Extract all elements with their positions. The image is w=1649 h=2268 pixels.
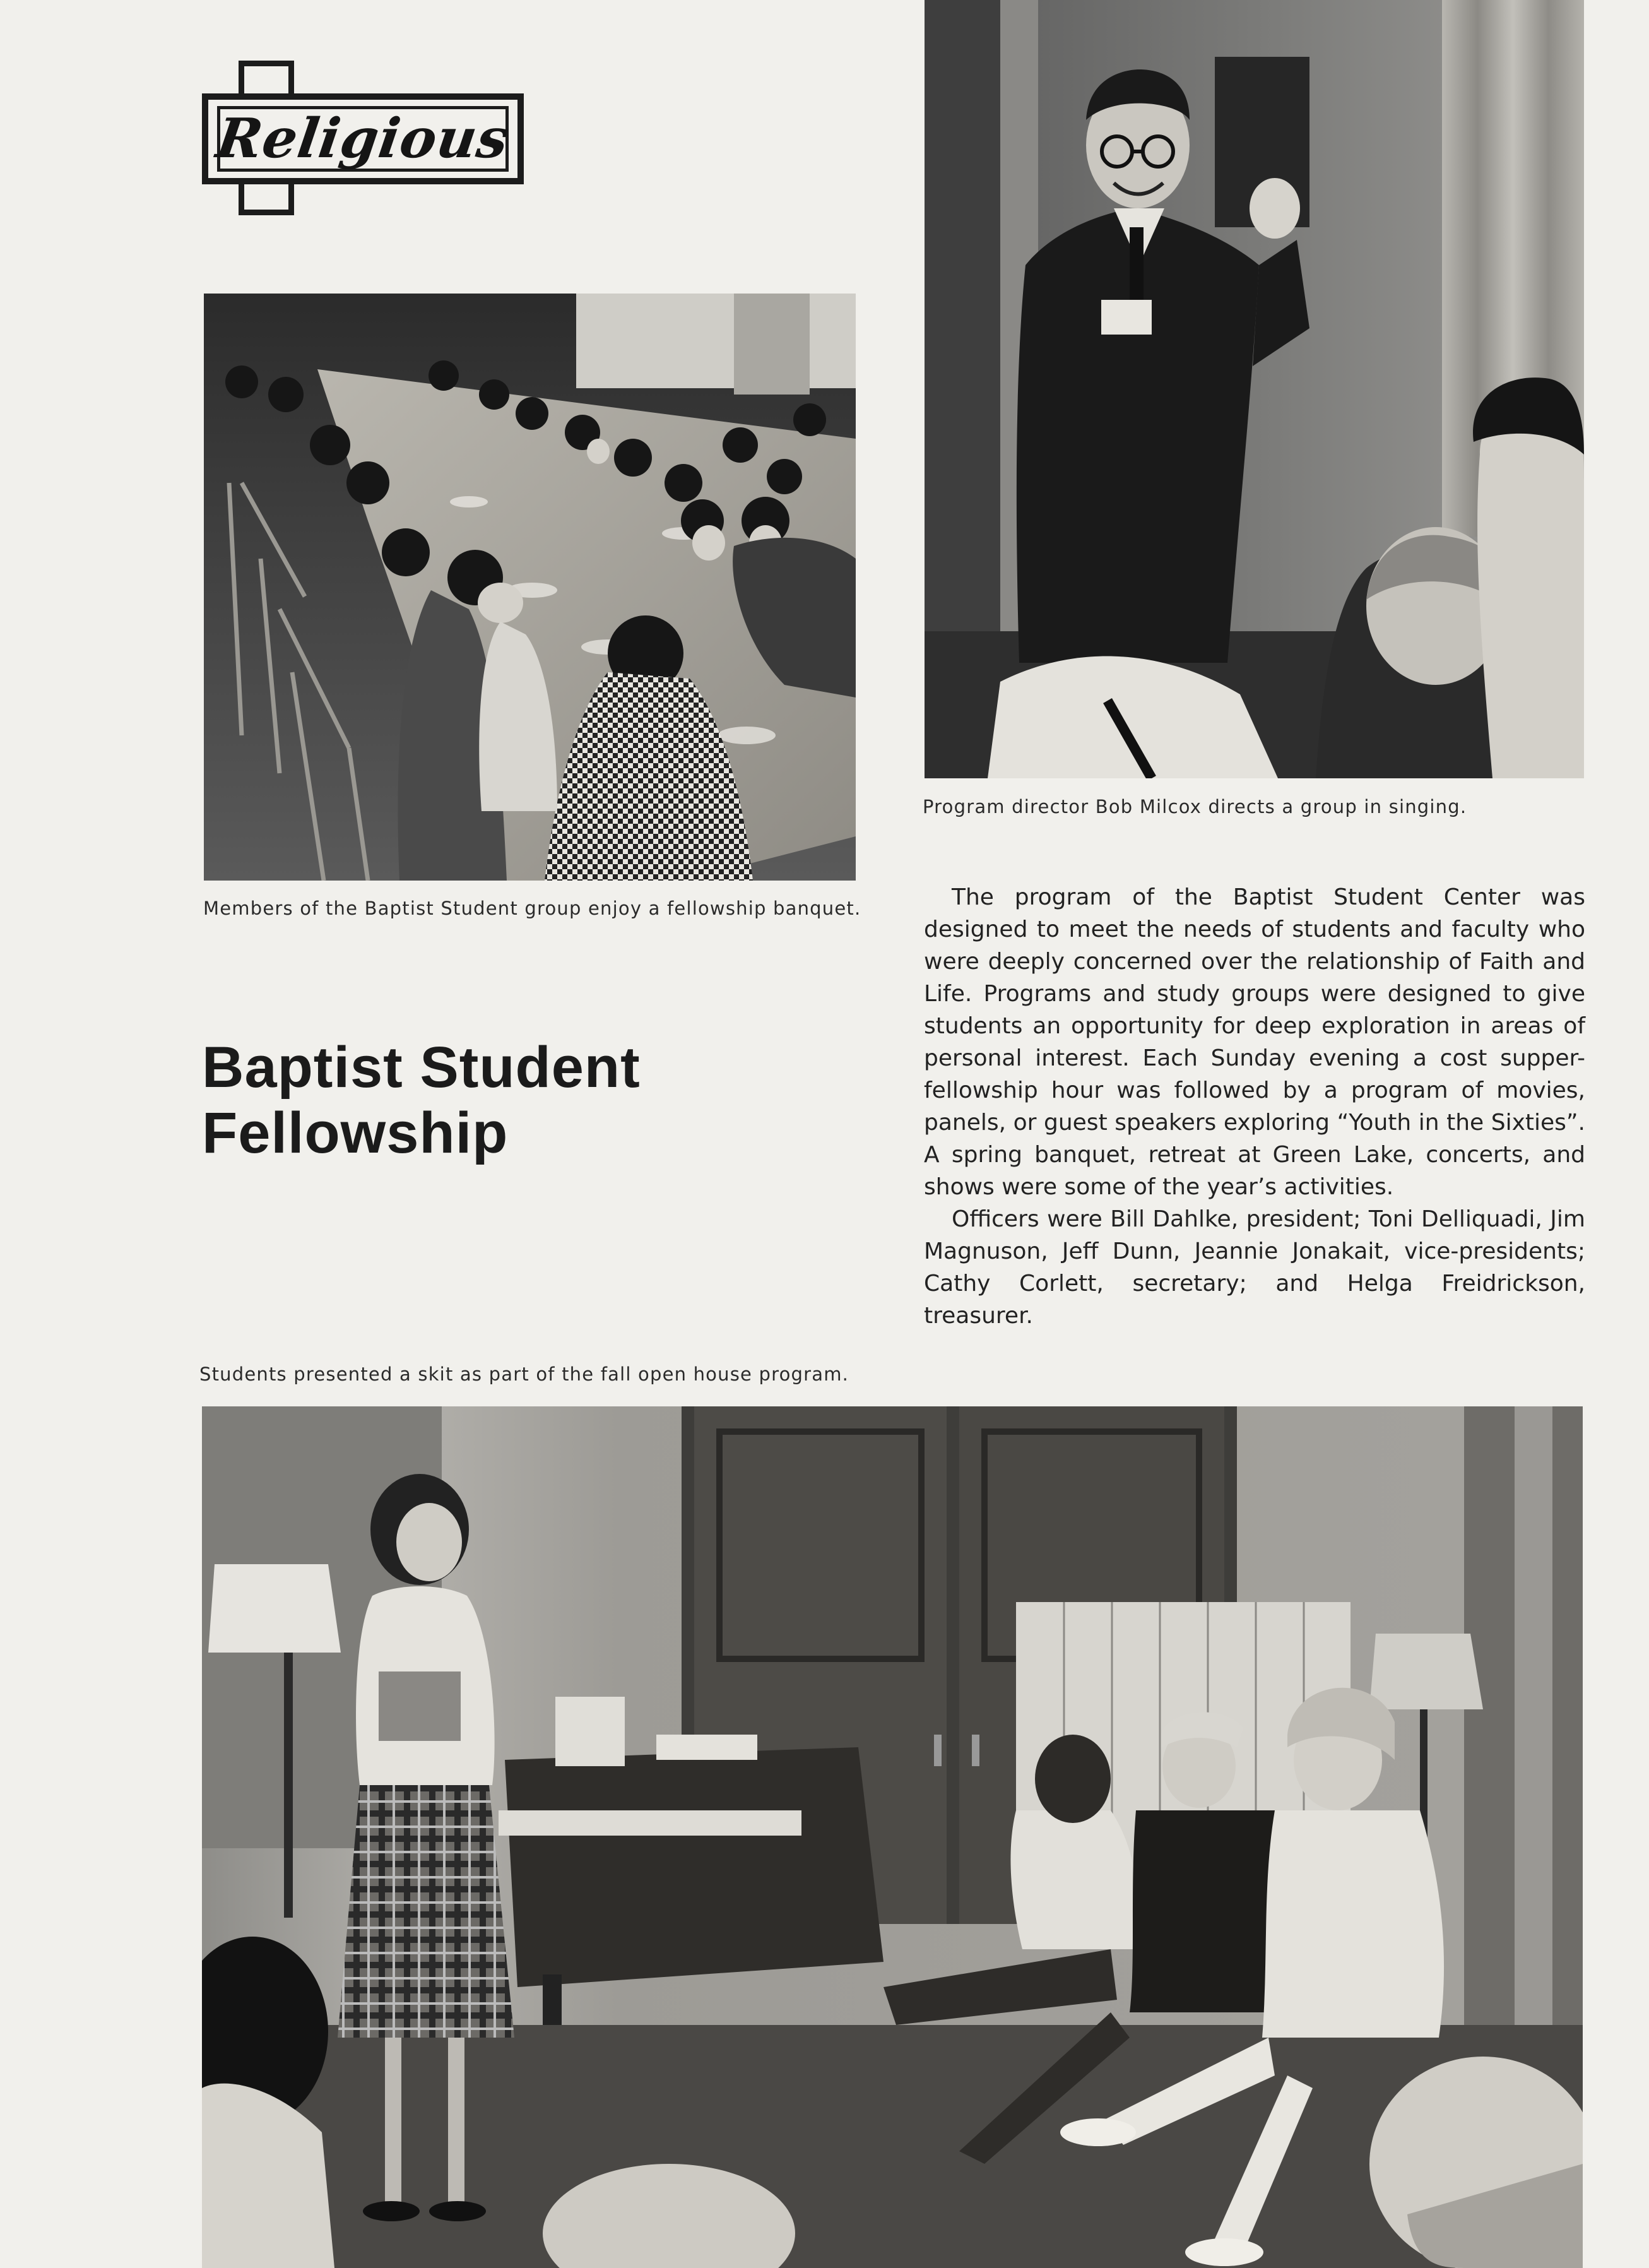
logo-inner-frame — [213, 106, 513, 172]
logo-frame — [202, 93, 524, 184]
article-heading — [202, 1035, 641, 1167]
logo-text: Religious — [213, 107, 513, 170]
banquet-photo — [204, 294, 856, 881]
religious-section-logo — [202, 61, 524, 215]
banquet-photo-caption: Members of the Baptist Student group enjoy a fellowship banquet. — [203, 898, 861, 919]
heading-line-1: Baptist Student — [202, 1035, 641, 1100]
article-body — [924, 881, 1585, 1332]
body-paragraph-1: The program of the Baptist Student Center was designed to meet the needs of students and faculty who were deeply concerned over the relationship of Faith and Life. Programs and study groups were designed to give students an opportunity for deep exploration in areas of personal interest. Each Sunday evening a cost supper-fellowship hour was followed by a program of movies, panels, or guest speakers exploring “Youth in the Sixties”. A spring banquet, retreat at Green Lake, concerts, and shows were some of the year’s activities. — [924, 884, 1585, 1200]
director-photo-caption: Program director Bob Milcox directs a group in singing. — [923, 796, 1467, 817]
program-director-photo — [925, 0, 1584, 778]
body-paragraph-2: Officers were Bill Dahlke, president; Toni Delliquadi, Jim Magnuson, Jeff Dunn, Jeannie Jonakait, vice-presidents; Cathy Corlett, secretary; and Helga Freidrickson, treasurer. — [924, 1206, 1585, 1329]
heading-line-2: Fellowship — [202, 1100, 509, 1165]
skit-photo — [202, 1406, 1583, 2268]
skit-photo-caption: Students presented a skit as part of the fall open house program. — [199, 1363, 849, 1385]
